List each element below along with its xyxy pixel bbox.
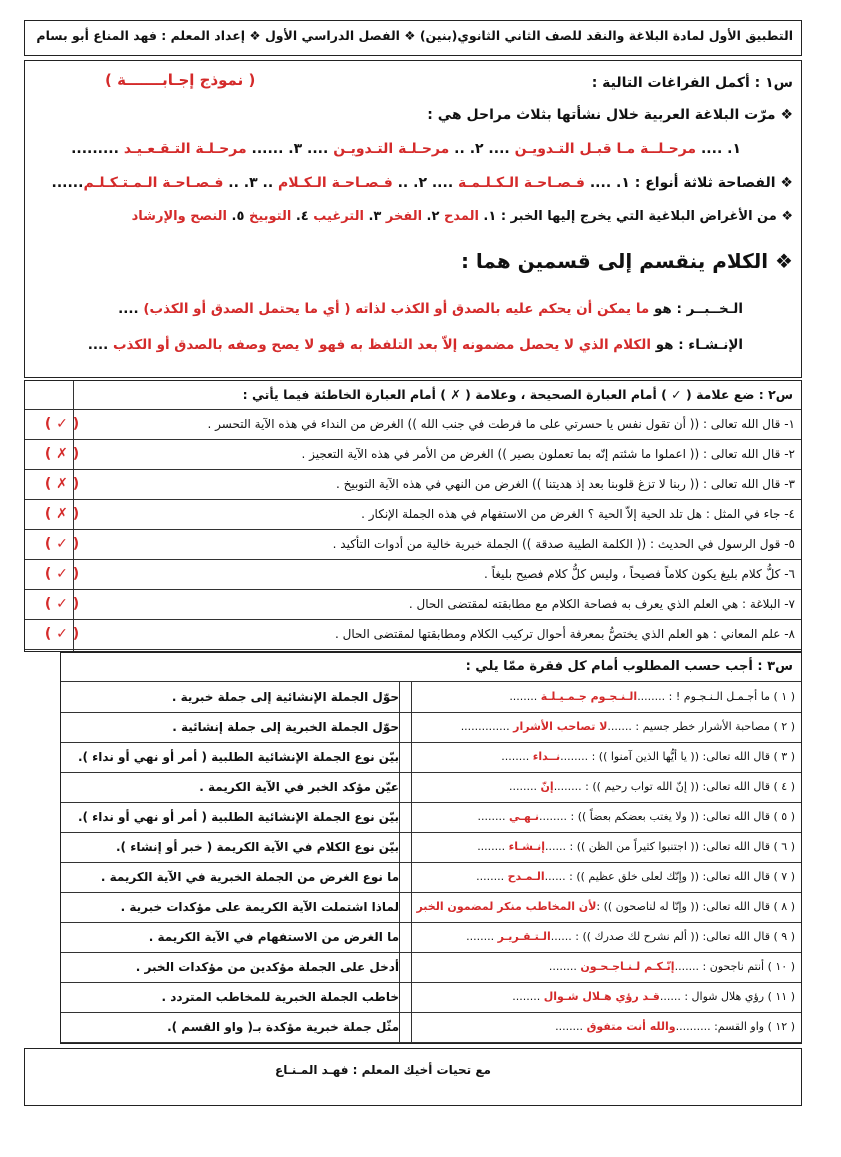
aghrad-seg: ٥. — [227, 209, 249, 224]
q2-statement-row — [25, 560, 801, 590]
q3-exercise-row — [61, 772, 801, 803]
q3-question-text: ( ٩ ) قال الله تعالى: (( ألم نشرح لك صدرك )) : ...... — [550, 930, 795, 943]
q2-box — [24, 380, 802, 652]
q3-question-tail: ........ — [509, 780, 541, 793]
q3-answer: الـتـقـريـر — [497, 930, 551, 943]
q3-answer: والله أنت متفوق — [586, 1020, 676, 1033]
stages-seg: .... ٣. ...... — [246, 141, 334, 157]
q3-question-cell — [411, 1012, 801, 1042]
q2-statement-text: ٢- قال الله تعالى : (( اعملوا ما شئتم إنّه بما تعملون بصير )) الغرض من الأمر في هذه الآية التعجيز . — [301, 447, 795, 461]
q2-answer-mark: ( ✗ ) — [44, 446, 80, 462]
q2-statement-text: ٣- قال الله تعالى : (( ربنا لا تزغ قلوبنا بعد إذ هديتنا )) الغرض من النهي في هذه الآية التوبيخ . — [335, 477, 795, 491]
q3-question-cell — [411, 832, 801, 862]
q3-task-instruction: خاطب الجملة الخبرية للمخاطب المتردد . — [161, 990, 399, 1004]
q3-question-text: ( ٧ ) قال الله تعالى: (( وإنّك لعلى خلق عظيم )) : ...... — [544, 870, 795, 883]
q3-task-instruction: مثّل جملة خبرية مؤكدة بـ( واو القسم ). — [167, 1020, 399, 1034]
model-answer-label: ( نموذج إجـابـــــــة ) — [105, 71, 256, 89]
gharad-3-answer: الترغيب — [313, 209, 364, 224]
footer-signature: مع تحيات أخيك المعلم : فهـد المـنـاع — [275, 1063, 491, 1077]
q3-task-instruction: حوّل الجملة الخبرية إلى جملة إنشائية . — [172, 720, 399, 734]
q3-question-text: ( ٦ ) قال الله تعالى: (( اجتنبوا كثيراً من الظن )) : ...... — [545, 840, 795, 853]
q2-statement-text: ٧- البلاغة : هي العلم الذي يعرف به فصاحة الكلام مع مطابقته لمقتضى الحال . — [408, 597, 795, 611]
q3-question-text: ( ٨ ) قال الله تعالى: (( وإنّا له لناصحون )) : — [596, 900, 795, 913]
q3-question-text: ( ١٢ ) واو القسم: .......... — [675, 1020, 795, 1033]
q2-title: س٢ : ضع علامة ( ✓ ) أمام العبارة الصحيحة ، وعلامة ( ✗ ) أمام العبارة الخاطئة فيما يأتي : — [242, 387, 793, 402]
q3-exercise-row — [61, 742, 801, 773]
kalam-title: ❖ الكلام ينقسم إلى قسمين هما : — [460, 249, 793, 273]
q2-statement-row — [25, 620, 801, 650]
q3-exercise-row — [61, 712, 801, 743]
fasaha-1-answer: فـصـاحـة الـكـلـمـة — [458, 175, 585, 191]
q3-question-cell — [411, 772, 801, 802]
q3-exercise-row — [61, 952, 801, 983]
q3-question-text: ( ١٠ ) أنتم ناجحون : ....... — [674, 960, 795, 973]
q3-answer: لأن المخاطب منكر لمضمون الخبر — [416, 900, 597, 913]
q1-title: س١ : أكمل الفراغات التالية : — [591, 75, 793, 91]
q3-task-instruction: ما الغرض من الاستفهام في الآية الكريمة . — [148, 930, 399, 944]
q2-statement-text: ٦- كلُّ كلام بليغ يكون كلاماً فصيحاً ، وليس كلُّ كلام فصيح بليغاً . — [484, 567, 795, 581]
q3-question-tail: ........ — [548, 960, 581, 973]
stages-line — [71, 141, 741, 157]
q3-exercise-row — [61, 892, 801, 923]
gharad-1-answer: المدح — [443, 209, 479, 224]
footer-box — [24, 1048, 802, 1106]
q3-task-instruction: حوّل الجملة الإنشائية إلى جملة خبرية . — [171, 690, 399, 704]
q3-exercise-row — [61, 862, 801, 893]
q1-box — [24, 60, 802, 378]
gharad-2-answer: الفخر — [385, 209, 423, 224]
fasaha-seg: ❖ الفصاحة ثلاثة أنواع : ١. .... — [584, 175, 793, 191]
q2-statement-row — [25, 500, 801, 530]
gharad-4-answer: التوبيخ — [248, 209, 292, 224]
q3-task-instruction: عيّن مؤكد الخبر في الآية الكريمة . — [199, 780, 399, 794]
aghrad-seg: ٤. — [291, 209, 314, 224]
q3-question-tail: ........ — [509, 690, 541, 703]
q3-question-tail: ........ — [466, 930, 498, 943]
gharad-5-answer: النصح والإرشاد — [131, 209, 228, 224]
q3-exercise-row — [61, 832, 801, 863]
q2-answer-mark: ( ✓ ) — [44, 416, 80, 432]
q2-rows — [25, 410, 801, 651]
q3-column-divider — [399, 682, 400, 1043]
insha-label: الإنـشـاء : هو — [655, 337, 743, 353]
q3-question-tail: ........ — [555, 1020, 587, 1033]
q3-question-cell — [411, 682, 801, 712]
fasaha-2-answer: فـصـاحـة الـكـلام — [278, 175, 393, 191]
q3-question-cell — [411, 922, 801, 952]
q2-answer-mark: ( ✗ ) — [44, 506, 80, 522]
q3-question-tail: ........ — [477, 810, 509, 823]
fasaha-seg: ...... — [51, 175, 84, 191]
q2-answer-mark: ( ✓ ) — [44, 626, 80, 642]
stages-intro: ❖ مرّت البلاغة العربية خلال نشأتها بثلاث مراحل هي : — [427, 107, 793, 123]
q3-task-instruction: بيّن نوع الكلام في الآية الكريمة ( خبر أو إنشاء ). — [115, 840, 399, 854]
worksheet-header: التطبيق الأول لمادة البلاغة والنقد للصف الثاني الثانوي(بنين) ❖ الفصل الدراسي الأول ❖ إعداد المعلم : فهد المناع أبو بسام — [36, 28, 793, 43]
q3-task-instruction: بيّن نوع الجملة الإنشائية الطلبية ( أمر أو نهي أو نداء ). — [77, 750, 399, 764]
q2-answer-mark: ( ✓ ) — [44, 536, 80, 552]
fasaha-seg: .... ٢. .. — [392, 175, 459, 191]
khabar-definition: ما يمكن أن يحكم عليه بالصدق أو الكذب لذاته ( أي ما يحتمل الصدق أو الكذب) — [143, 301, 650, 317]
insha-definition: الكلام الذي لا يحصل مضمونه إلاّ بعد التلفظ به فهو لا يصح وصفه بالصدق أو الكذب — [112, 337, 651, 353]
q3-rows — [61, 682, 801, 1043]
aghrad-line — [132, 209, 793, 224]
q3-exercise-row — [61, 682, 801, 713]
q3-exercise-row — [61, 1012, 801, 1043]
q3-question-text: ( ١١ ) رؤي هلال شوال : ...... — [659, 990, 795, 1003]
q3-title: س٣ : أجب حسب المطلوب أمام كل فقرة ممّا يلي : — [465, 659, 793, 674]
stages-seg: ١. .... — [696, 141, 741, 157]
aghrad-seg: ٢. — [422, 209, 444, 224]
q2-statement-row — [25, 410, 801, 440]
q2-statement-row — [25, 530, 801, 560]
q3-task-instruction: أدخل على الجملة مؤكدين من مؤكدات الخبر . — [135, 960, 399, 974]
q3-question-text: ( ٣ ) قال الله تعالى: (( يا أيُّها الذين آمنوا )) : ........ — [560, 750, 795, 763]
q3-exercise-row — [61, 802, 801, 833]
q3-question-cell — [411, 742, 801, 772]
khabar-tail: .... — [118, 301, 144, 317]
q3-question-cell — [411, 952, 801, 982]
q3-answer: إنّـكـم لـنـاجـحـون — [580, 960, 675, 973]
q3-question-tail: ........ — [477, 840, 509, 853]
header-box — [24, 20, 802, 56]
stage-2-answer: مرحـلـة التـدويـن — [333, 141, 450, 157]
q3-question-text: ( ٤ ) قال الله تعالى: (( إنّ الله تواب رحيم )) : ........ — [553, 780, 795, 793]
q3-question-cell — [411, 712, 801, 742]
fasaha-seg: .. ٣. .. — [223, 175, 279, 191]
q3-task-instruction: بيّن نوع الجملة الإنشائية الطلبية ( أمر أو نهي أو نداء ). — [77, 810, 399, 824]
stage-1-answer: مرحـلــة مـا قبـل التـدويـن — [514, 141, 697, 157]
q2-statement-row — [25, 440, 801, 470]
stages-seg: ......... — [71, 141, 124, 157]
q3-box — [60, 652, 802, 1044]
khabar-label: الـخــبــر : هو — [653, 301, 743, 317]
fasaha-line — [52, 175, 793, 191]
insha-tail: .... — [87, 337, 113, 353]
q3-answer: إنّ — [540, 780, 554, 793]
stages-seg: .... ٢. .. — [449, 141, 515, 157]
q2-answer-mark: ( ✓ ) — [44, 566, 80, 582]
q2-statement-row — [25, 590, 801, 620]
q2-answer-mark: ( ✗ ) — [44, 476, 80, 492]
q3-question-tail: .............. — [460, 720, 514, 733]
aghrad-seg: ❖ من الأغراض البلاغية التي يخرج إليها الخبر : ١. — [478, 209, 793, 224]
q3-answer: قـد رؤي هـلال شـوال — [543, 990, 660, 1003]
q2-answer-mark: ( ✓ ) — [44, 596, 80, 612]
stage-3-answer: مرحـلـة التـقـعـيـد — [123, 141, 247, 157]
q3-question-cell — [411, 892, 801, 922]
q3-task-instruction: ما نوع الغرض من الجملة الخبرية في الآية الكريمة . — [100, 870, 399, 884]
q3-answer: إنـشـاء — [508, 840, 546, 853]
q2-statement-row — [25, 470, 801, 500]
q3-question-cell — [411, 862, 801, 892]
fasaha-3-answer: فـصـاحـة الـمـتـكـلـم — [83, 175, 224, 191]
insha-line — [88, 337, 743, 353]
q3-exercise-row — [61, 922, 801, 953]
q3-answer: نـهـي — [509, 810, 540, 823]
worksheet-page — [12, 18, 802, 1108]
q3-question-cell — [411, 982, 801, 1012]
q3-answer: نــداء — [532, 750, 561, 763]
q3-question-cell — [411, 802, 801, 832]
q2-statement-text: ١- قال الله تعالى : (( أن تقول نفس يا حسرتي على ما فرطت في جنب الله )) الغرض من النداء في هذه الآية التحسر . — [207, 417, 795, 431]
q2-statement-text: ٤- جاء في المثل : هل تلد الحية إلاّ الحية ؟ الغرض من الاستفهام في هذه الجملة الإنكار . — [361, 507, 795, 521]
q3-answer: الـنـجـوم جـمـيـلـة — [540, 690, 638, 703]
q3-question-tail: ........ — [501, 750, 533, 763]
q3-question-tail: ........ — [476, 870, 508, 883]
khabar-line — [118, 301, 743, 317]
q3-exercise-row — [61, 982, 801, 1013]
q3-question-text: ( ٢ ) مصاحبة الأشرار خطر جسيم : ....... — [607, 720, 795, 733]
q3-answer: لا تصاحب الأشرار — [513, 720, 608, 733]
q3-question-text: ( ١ ) ما أجـمـل الـنـجـوم ! : ........ — [637, 690, 795, 703]
q3-answer: الـمـدح — [507, 870, 545, 883]
q2-statement-text: ٨- علم المعاني : هو العلم الذي يختصُّ بمعرفة أحوال تركيب الكلام ومطابقتها لمقتضى الحال . — [335, 627, 795, 641]
q3-question-text: ( ٥ ) قال الله تعالى: (( ولا يغتب بعضكم بعضاً )) : ........ — [539, 810, 795, 823]
q2-statement-text: ٥- قول الرسول في الحديث : (( الكلمة الطيبة صدقة )) الجملة خبرية خالية من أدوات التأكيد . — [332, 537, 795, 551]
q3-task-instruction: لماذا اشتملت الآية الكريمة على مؤكدات خبرية . — [120, 900, 399, 914]
aghrad-seg: ٣. — [363, 209, 386, 224]
q3-question-tail: ........ — [512, 990, 544, 1003]
